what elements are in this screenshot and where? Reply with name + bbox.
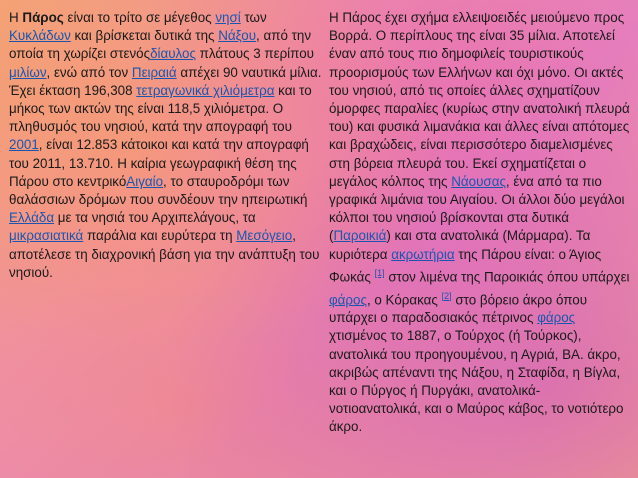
text-run: είναι το τρίτο σε μέγεθος: [63, 10, 216, 25]
link-peiraias[interactable]: Πειραιά: [131, 64, 177, 80]
text-run: ) και στα ανατολικά (Μάρμαρα). Τα κυριότερα: [329, 228, 591, 262]
text-run: , από την οποία τη χωρίζει στενός: [9, 28, 312, 62]
text-run: στον λιμένα της Παροικιάς όπου υπάρχει: [384, 269, 630, 285]
link-akrotiria[interactable]: ακρωτήρια: [391, 246, 455, 262]
link-faros-2[interactable]: φάρος: [537, 310, 576, 326]
text-run: Η Πάρος έχει σχήμα ελλειψοειδές μειούμενο προς Βορρά. Ο περίπλους της είναι 35 μίλια. Αποτελεί έναν από τους πιο δημοφιλείς τουριστικούς προορισμούς των Ελλήνων και όχι μόνο. Οι ακτές του νησιού, από τις οποίες άλλες σχηματίζουν όμορφες παραλίες (κυρίως στην ανατολική πλευρά του) και φυσικά λιμανάκια και άλλες είναι απότομες και βραχώδεις, είναι περισσότερο διαμελισμένες στη βόρεια πλευρά του. Εκεί σχηματίζεται ο μεγάλος κόλπος της: [329, 10, 630, 189]
text-run: , ο Κόρακας: [366, 291, 442, 307]
link-naousa[interactable]: Νάουσας: [451, 173, 506, 189]
text-run: πλάτους 3 περίπου: [195, 46, 314, 62]
text-run: και βρίσκεται δυτικά της: [70, 28, 219, 44]
text-run: στο βόρειο άκρο όπου υπάρχει ο παραδοσιακός πέτρινος: [329, 291, 588, 326]
paros-geography-paragraph: [329, 9, 631, 437]
text-run: των: [240, 10, 267, 25]
link-mesogeios[interactable]: Μεσόγειο: [236, 228, 293, 244]
link-aigaio[interactable]: Αιγαίο: [126, 173, 164, 189]
text-run: και το μήκος των ακτών της είναι 118,5 χιλιόμετρα. Ο πληθυσμός του νησιού, κατά την απογραφή του: [9, 82, 312, 135]
link-naxos[interactable]: Νάξου: [218, 28, 257, 44]
link-diavlos[interactable]: δίαυλος: [150, 46, 196, 62]
link-kyklades[interactable]: Κυκλάδων: [9, 28, 71, 44]
link-mikrasiatika[interactable]: μικρασιατικά: [9, 228, 84, 244]
link-2001[interactable]: 2001: [9, 137, 39, 153]
left-text-column: [9, 9, 323, 282]
link-faros[interactable]: φάρος: [329, 291, 367, 307]
text-run: της Πάρου είναι: ο Άγιος Φωκάς: [329, 246, 602, 285]
text-run: , είναι 12.853 κάτοικοι και κατά την απογραφή του 2011, 13.710. Η καίρια γεωγραφική θέση της Πάρου στο κεντρικό: [9, 137, 309, 189]
text-run: παράλια και ευρύτερα τη: [83, 228, 237, 244]
link-paroikia[interactable]: Παροικιά: [333, 228, 387, 244]
reference-1[interactable]: [1]: [374, 267, 385, 278]
text-run: , το σταυροδρόμι των θαλάσσιων δρόμων που συνδέουν την ηπειρωτική: [9, 173, 308, 208]
link-milia[interactable]: μιλίων: [9, 64, 47, 80]
text-run: , αποτέλεσε τη διαχρονική βάση για την ανάπτυξη του νησιού.: [9, 228, 320, 280]
text-run: χτισμένος το 1887, ο Τούρχος (ή Τούρκος), ανατολικά του προηγουμένου, η Αγριά, ΒΑ. άκρο, ακριβώς απέναντι της Νάξου, η Σταφίδα, η Βίγλα, και ο Πύργος ή Πυργάκι, ανατολικά-νοτιοανατολικά, και ο Μαύρος κάβος, το νοτιότερο άκρο.: [329, 328, 624, 435]
text-run: με τα νησιά του Αρχιπελάγους, τα: [54, 210, 256, 226]
link-ellada[interactable]: Ελλάδα: [9, 210, 55, 226]
link-tetragonika-chiliometra[interactable]: τετραγωνικά χιλιόμετρα: [136, 82, 275, 98]
text-run: Η: [9, 10, 23, 25]
paros-intro-paragraph: [9, 9, 323, 282]
reference-2[interactable]: [2]: [441, 290, 452, 301]
link-nisi[interactable]: νησί: [215, 10, 241, 25]
bold-term-paros: Πάρος: [22, 10, 64, 25]
text-run: , ένα από τα πιο γραφικά λιμάνια του Αιγαίου. Οι άλλοι δύο μεγάλοι κόλποι του νησιού βρίσκονται στα δυτικά (: [329, 173, 625, 244]
right-text-column: [329, 9, 631, 437]
text-run: , ενώ από τον: [46, 64, 132, 80]
text-run: απέχει 90 ναυτικά μίλια. Έχει έκταση 196,308: [9, 64, 322, 98]
